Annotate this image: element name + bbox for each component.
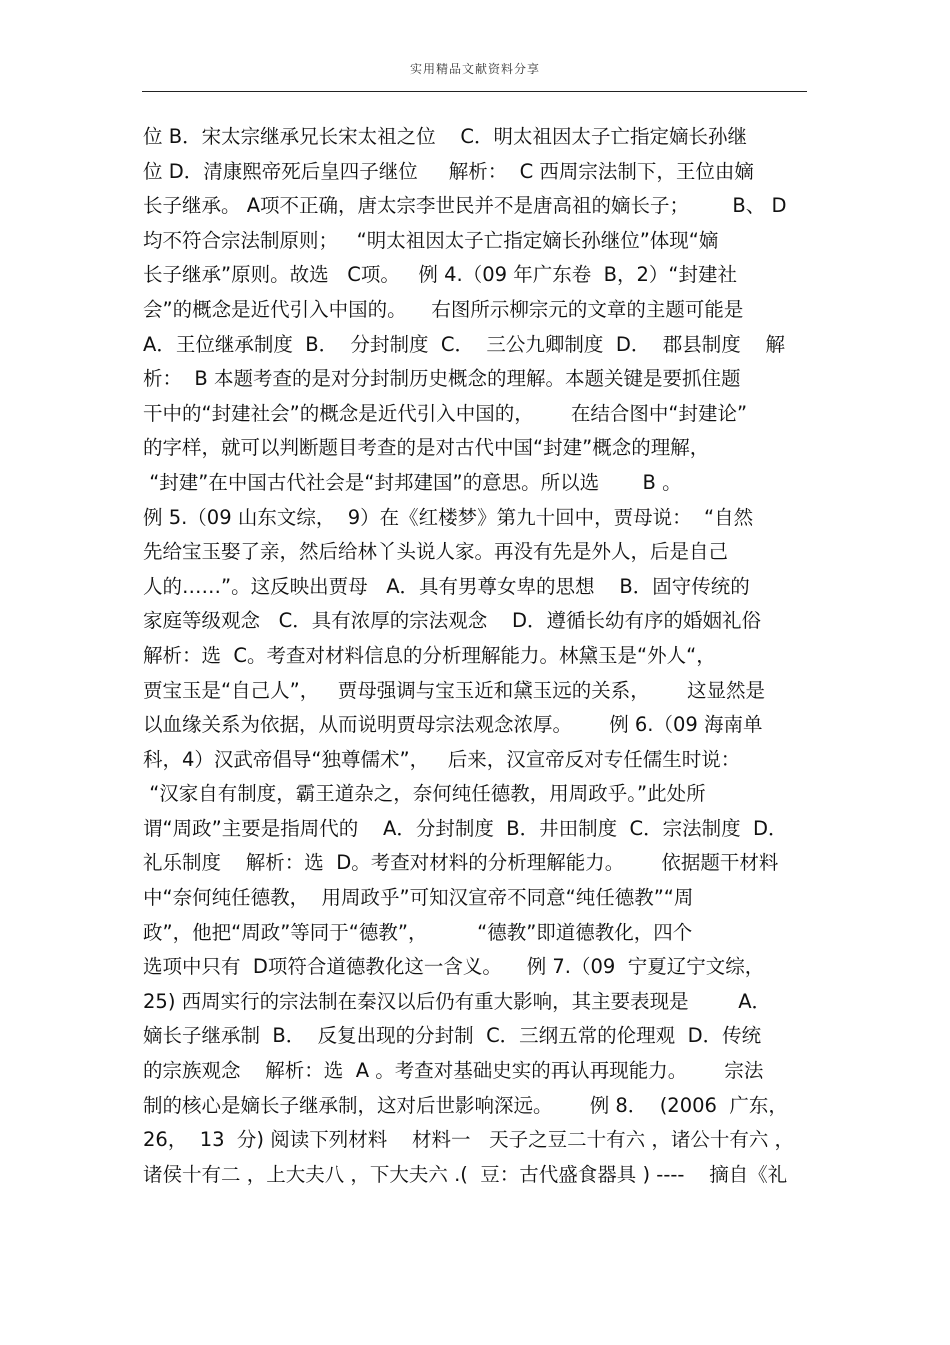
header-divider — [142, 91, 807, 92]
text-line: 科，4）汉武帝倡导“独尊儒术”， 后来，汉宣帝反对专任儒生时说： — [143, 747, 741, 771]
text-line: 人的……”。这反映出贾母 A．具有男尊女卑的思想 B．固守传统的 — [143, 574, 750, 598]
document-body — [143, 120, 813, 1192]
text-line: 25) 西周实行的宗法制在秦汉以后仍有重大影响，其主要表现是 A． — [143, 989, 772, 1013]
text-line: 干中的“封建社会”的概念是近代引入中国的， 在结合图中“封建论” — [143, 401, 748, 425]
text-line: “封建”在中国古代社会是“封邦建国”的意思。所以选 B 。 — [143, 470, 682, 494]
text-line: 嫡长子继承制 B． 反复出现的分封制 C．三纲五常的伦理观 D．传统 — [143, 1024, 762, 1048]
text-line: 26， 13 分) 阅读下列材料 材料一 天子之豆二十有六 ，诸公十有六 ， — [143, 1128, 795, 1152]
text-line: 谓“周政”主要是指周代的 A．分封制度 B．井田制度 C．宗法制度 D． — [143, 816, 788, 840]
text-line: 以血缘关系为依据，从而说明贾母宗法观念浓厚。 例 6.（09 海南单 — [143, 713, 763, 737]
text-line: 均不符合宗法制原则； “明太祖因太子亡指定嫡长孙继位”体现“嫡 — [143, 228, 719, 252]
text-line: 例 5.（09 山东文综， 9）在《红楼梦》第九十回中，贾母说： “自然 — [143, 505, 754, 529]
text-line: 解析：选 C。考查对材料信息的分析理解能力。林黛玉是“外人“， — [143, 643, 716, 667]
text-line: 的宗族观念 解析：选 A 。考查对基础史实的再认再现能力。 宗法 — [143, 1059, 764, 1083]
text-line: 析： B 本题考查的是对分封制历史概念的理解。本题关键是要抓住题 — [143, 367, 741, 391]
text-line: 礼乐制度 解析：选 D。考查对材料的分析理解能力。 依据题干材料 — [143, 851, 779, 875]
text-line: 贾宝玉是“自己人”， 贾母强调与宝玉近和黛玉远的关系， 这显然是 — [143, 678, 765, 702]
text-line: 会”的概念是近代引入中国的。 右图所示柳宗元的文章的主题可能是 — [143, 297, 744, 321]
text-line: 家庭等级观念 C．具有浓厚的宗法观念 D．遵循长幼有序的婚姻礼俗 — [143, 609, 762, 633]
text-line: 制的核心是嫡长子继承制，这对后世影响深远。 例 8． (2006 广东， — [143, 1093, 788, 1117]
text-line: 中“奈何纯任德教， 用周政乎”可知汉宣帝不同意“纯任德教”“周 — [143, 886, 694, 910]
text-line: 政”，他把“周政”等同于“德教”， “德教”即道德教化，四个 — [143, 920, 693, 944]
page-header: 实用精品文献资料分享 — [409, 62, 540, 76]
text-line: 位 D．清康熙帝死后皇四子继位 解析： C 西周宗法制下，王位由嫡 — [143, 159, 754, 183]
text-line: A．王位继承制度 B． 分封制度 C． 三公九卿制度 D． 郡县制度 解 — [143, 332, 786, 356]
text-line: 长子继承”原则。故选 C项。 例 4.（09 年广东卷 B，2）“封建社 — [143, 263, 738, 287]
text-line: 的字样，就可以判断题目考查的是对古代中国“封建”概念的理解， — [143, 436, 710, 460]
text-line: 诸侯十有二 ，上大夫八 ，下大夫六 .( 豆：古代盛食器具 ) ---- 摘自《礼 — [143, 1162, 788, 1186]
text-line: 长子继承。 A项不正确，唐太宗李世民并不是唐高祖的嫡长子； B、 D — [143, 194, 787, 218]
text-line: 位 B．宋太宗继承兄长宋太祖之位 C．明太祖因太子亡指定嫡长孙继 — [143, 125, 747, 148]
text-line: “汉家自有制度，霸王道杂之，奈何纯任德教，用周政乎。”此处所 — [143, 782, 706, 806]
text-line: 先给宝玉娶了亲，然后给林丫头说人家。再没有先是外人，后是自己 — [143, 540, 729, 564]
text-line: 选项中只有 D项符合道德教化这一含义。 例 7.（09 宁夏辽宁文综， — [143, 955, 765, 979]
